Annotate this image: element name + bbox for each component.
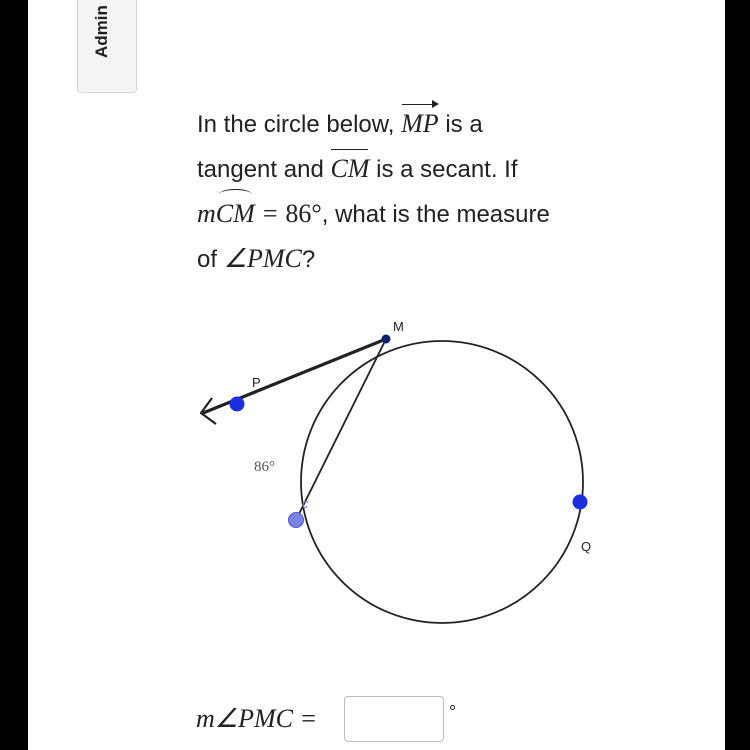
degree-unit: ° (449, 702, 457, 722)
equals-sign: = (254, 199, 286, 228)
question-line-2-start: tangent and (197, 156, 331, 183)
question-line-1-start: In the circle below, (197, 111, 402, 138)
arc-cm: CM (216, 192, 255, 236)
label-q: Q (581, 539, 592, 554)
answer-input[interactable] (344, 696, 444, 742)
question-line-3-end: , what is the measure (321, 201, 550, 228)
question-mark: ? (301, 246, 316, 273)
label-m: M (393, 319, 404, 334)
point-q[interactable] (573, 495, 588, 510)
label-p: P (252, 375, 261, 390)
point-c[interactable] (289, 513, 304, 528)
answer-label: m∠PMC = (196, 704, 318, 733)
admin-tab-label: Admin (92, 5, 111, 58)
question-line-4-start: of (197, 246, 224, 273)
segment-cm: CM (330, 147, 369, 191)
angle-pmc: ∠PMC (223, 244, 302, 273)
point-m[interactable] (382, 335, 391, 344)
ray-mp: MP (401, 102, 439, 146)
circle (301, 341, 583, 623)
question-line-1-end: is a (438, 111, 483, 138)
label-c: c (302, 496, 309, 511)
arc-value: 86° (285, 199, 322, 228)
arc-measure-label: 86° (254, 459, 275, 475)
measure-prefix: m (197, 199, 216, 228)
point-p[interactable] (230, 397, 245, 412)
question-line-2-end: is a secant. If (369, 156, 518, 183)
secant-segment (296, 339, 386, 520)
